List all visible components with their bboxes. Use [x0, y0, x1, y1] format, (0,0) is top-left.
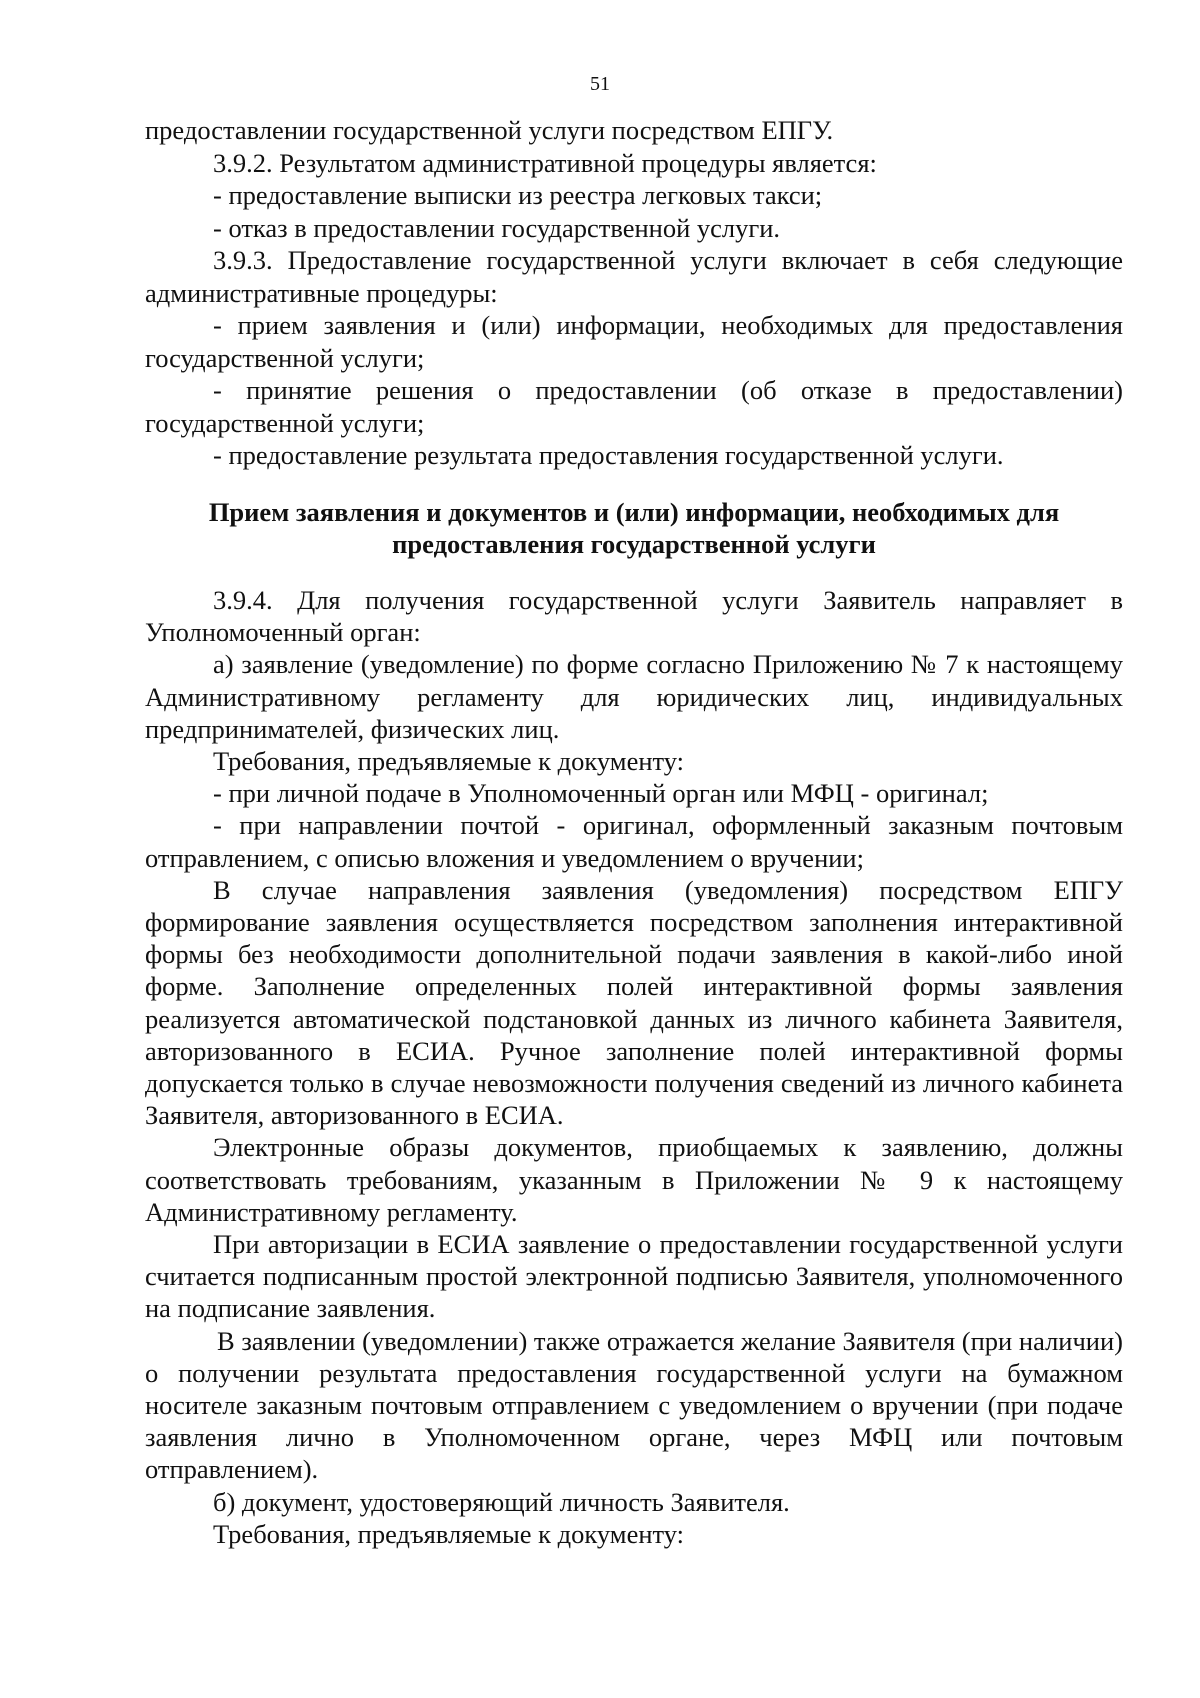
procedure-text-top: [145, 114, 1123, 472]
paragraph-requirements: Требования, предъявляемые к документу:: [213, 746, 685, 777]
list-item-reception: - прием заявления и (или) информации, необходимых для предоставления государственной услуги;: [145, 310, 1123, 373]
paragraph-continuation: предоставлении государственной услуги посредством ЕПГУ.: [145, 115, 834, 145]
list-item-refusal: - отказ в предоставлении государственной услуги.: [213, 212, 781, 243]
paragraph-esia-authorization: При авторизации в ЕСИА заявление о предоставлении государственной услуги считается подписанным простой электронной подписью Заявителя, уполномоченного на подписание заявления.: [145, 1229, 1123, 1324]
paragraph-3-9-3: 3.9.3. Предоставление государственной услуги включает в себя следующие административные процедуры:: [145, 245, 1123, 308]
section-heading: Прием заявления и документов и (или) информации, необходимых для предоставления государственной услуги: [208, 497, 1060, 559]
list-item-result: - предоставление результата предоставления государственной услуги.: [213, 440, 1004, 470]
paragraph-electronic-images: Электронные образы документов, приобщаемых к заявлению, должны соответствовать требованиям, указанным в Приложении № 9 к настоящему Административному регламенту.: [145, 1132, 1123, 1227]
paragraph-3-9-4: 3.9.4. Для получения государственной услуги Заявитель направляет в Уполномоченный орган:: [145, 585, 1123, 648]
paragraph-paper-result: В заявлении (уведомлении) также отражается желание Заявителя (при наличии) о получении результата предоставления государственной услуги на бумажном носителе заказным почтовым отправлением с уведомлением о вручении (при подаче заявления лично в Уполномоченном органе, через МФЦ или почтовым отправлением).: [145, 1325, 1123, 1485]
procedure-text-bottom: [145, 584, 1123, 1550]
page-number: 51: [590, 73, 610, 95]
list-item-extract: - предоставление выписки из реестра легковых такси;: [213, 180, 823, 210]
paragraph-item-b: б) документ, удостоверяющий личность Заявителя.: [213, 1486, 790, 1517]
paragraph-epgu-submission: В случае направления заявления (уведомления) посредством ЕПГУ формирование заявления осуществляется посредством заполнения интерактивной формы без необходимости дополнительной подачи заявления в какой-либо иной форме. Заполнение определенных полей интерактивной формы заявления реализуется автоматической подстановкой данных из личного кабинета Заявителя, авторизованного в ЕСИА. Ручное заполнение полей интерактивной формы допускается только в случае невозможности получения сведений из личного кабинета Заявителя, авторизованного в ЕСИА.: [145, 874, 1123, 1131]
list-item-decision: - принятие решения о предоставлении (об отказе в предоставлении) государственной услуги;: [145, 375, 1123, 438]
list-item-personal-submission: - при личной подаче в Уполномоченный орган или МФЦ - оригинал;: [213, 778, 989, 809]
paragraph-3-9-2: 3.9.2. Результатом административной процедуры является:: [213, 147, 877, 178]
paragraph-requirements-b: Требования, предъявляемые к документу:: [213, 1518, 685, 1549]
paragraph-item-a: а) заявление (уведомление) по форме согласно Приложению № 7 к настоящему Административному регламенту для юридических лиц, индивидуальных предпринимателей, физических лиц.: [145, 649, 1123, 744]
list-item-postal-submission: - при направлении почтой - оригинал, оформленный заказным почтовым отправлением, с описью вложения и уведомлением о вручении;: [145, 810, 1123, 873]
